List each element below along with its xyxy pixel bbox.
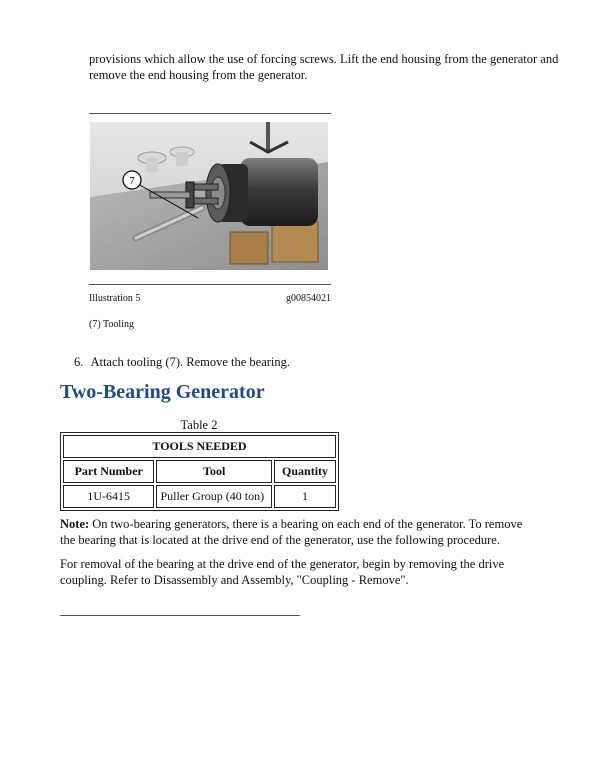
step-number: 6.: [74, 355, 84, 369]
cell-part-number: 1U-6415: [63, 485, 154, 508]
cell-quantity: 1: [274, 485, 336, 508]
illustration-caption-row: [89, 293, 331, 304]
generator-bearing-photo: [90, 122, 328, 270]
table-header-row: [63, 435, 336, 458]
tools-table: [60, 432, 339, 511]
column-tool: Tool: [156, 460, 272, 483]
removal-paragraph: For removal of the bearing at the drive end of the generator, begin by removing the drive coupling. Refer to Disassembly and Assembly, "Coupling - Remove".: [60, 557, 505, 587]
callout-label: 7: [129, 175, 135, 187]
illustration-bottom-rule: [89, 284, 331, 285]
note-paragraph: [60, 516, 530, 548]
table-row: [63, 485, 336, 508]
step-text: Attach tooling (7). Remove the bearing.: [90, 355, 291, 369]
note-label: Note:: [60, 517, 90, 531]
procedure-step: [74, 355, 290, 370]
table-header: TOOLS NEEDED: [63, 435, 336, 458]
illustration-top-rule: [89, 113, 331, 114]
illustration-code: g00854021: [286, 293, 331, 304]
column-quantity: Quantity: [274, 460, 336, 483]
note-text: On two-bearing generators, there is a bearing on each end of the generator. To remove the bearing that is located at the drive end of the generator, use the following procedure.: [60, 517, 523, 547]
intro-paragraph: provisions which allow the use of forcing screws. Lift the end housing from the generator and remove the end housing from the generator.: [89, 52, 559, 82]
table-title: Table 2: [180, 418, 218, 432]
cell-tool: Puller Group (40 ton): [156, 485, 272, 508]
column-part-number: Part Number: [63, 460, 154, 483]
illustration-label: Illustration 5: [89, 293, 141, 304]
illustration-callout-caption: (7) Tooling: [89, 319, 134, 330]
table-column-row: [63, 460, 336, 483]
section-heading: Two-Bearing Generator: [60, 381, 265, 403]
generator-photo-drawing: [90, 122, 328, 270]
page-bottom-rule: [60, 615, 300, 616]
